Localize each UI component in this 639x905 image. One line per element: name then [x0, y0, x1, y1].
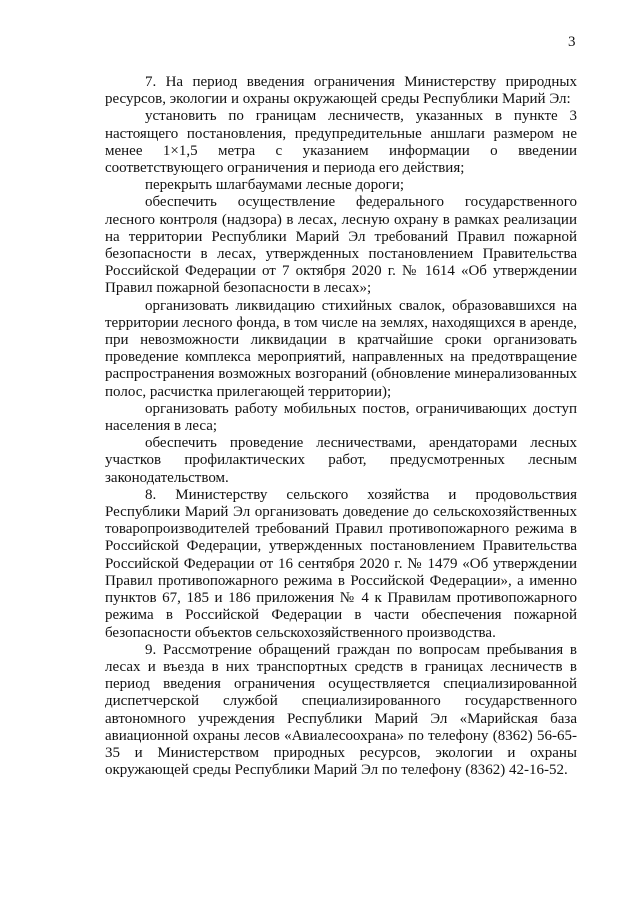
paragraph-item-8: 8. Министерству сельского хозяйства и продовольствия Республики Марий Эл организовать доведение до сельскохозяйственных товаропроизводителей требований Правил противопожарного режима в Российской Федерации, утвержденных постановлением Правительства Российской Федерации от 16 сентября 2020 г. № 1479 «Об утверждении Правил противопожарного режима в Российской Федерации», а именно пунктов 67, 185 и 186 приложения № 4 к Правилам противопожарного режима в Российской Федерации в части обеспечения пожарной безопасности объектов сельскохозяйственного производства. [105, 486, 577, 641]
paragraph-block-roads: перекрыть шлагбаумами лесные дороги; [145, 177, 405, 194]
page-number: 3 [568, 34, 576, 50]
paragraph-item-9: 9. Рассмотрение обращений граждан по вопросам пребывания в лесах и въезда в них транспортных средств в границах лесничеств в период введения ограничения осуществляется специализированной диспетчерской службой специализированного государственного автономного учреждения Республики Марий Эл «Марийская база авиационной охраны лесов «Авиалесоохрана» по телефону (8362) 56-65-35 и Министерством природных ресурсов, экологии и охраны окружающей среды Республики Марий Эл по телефону (8362) 42-16-52. [105, 641, 577, 779]
document-body [105, 74, 577, 779]
paragraph-dump-liquidation: организовать ликвидацию стихийных свалок, образовавшихся на территории лесного фонда, в том числе на землях, находящихся в аренде, при невозможности ликвидации в кратчайшие сроки организовать проведение комплекса мероприятий, направленных на предотвращение распространения возможных возгораний (обновление минерализованных полос, расчистка прилегающей территории); [105, 297, 577, 400]
paragraph-forest-control: обеспечить осуществление федерального государственного лесного контроля (надзора) в лесах, лесную охрану в рамках реализации на территории Республики Марий Эл требований Правил пожарной безопасности в лесах, утвержденных постановлением Правительства Российской Федерации от 7 октября 2020 г. № 1614 «Об утверждении Правил пожарной безопасности в лесах»; [105, 194, 577, 297]
paragraph-preventive-works: обеспечить проведение лесничествами, арендаторами лесных участков профилактических работ, предусмотренных лесным законодательством. [105, 435, 577, 486]
paragraph-install-signs: установить по границам лесничеств, указанных в пункте 3 настоящего постановления, предупредительные аншлаги размером не менее 1×1,5 метра с указанием информации о введении соответствующего ограничения и периода его действия; [105, 108, 577, 177]
paragraph-item-7: 7. На период введения ограничения Министерству природных ресурсов, экологии и охраны окружающей среды Республики Марий Эл: [105, 74, 577, 108]
paragraph-mobile-posts: организовать работу мобильных постов, ограничивающих доступ населения в леса; [105, 400, 577, 435]
